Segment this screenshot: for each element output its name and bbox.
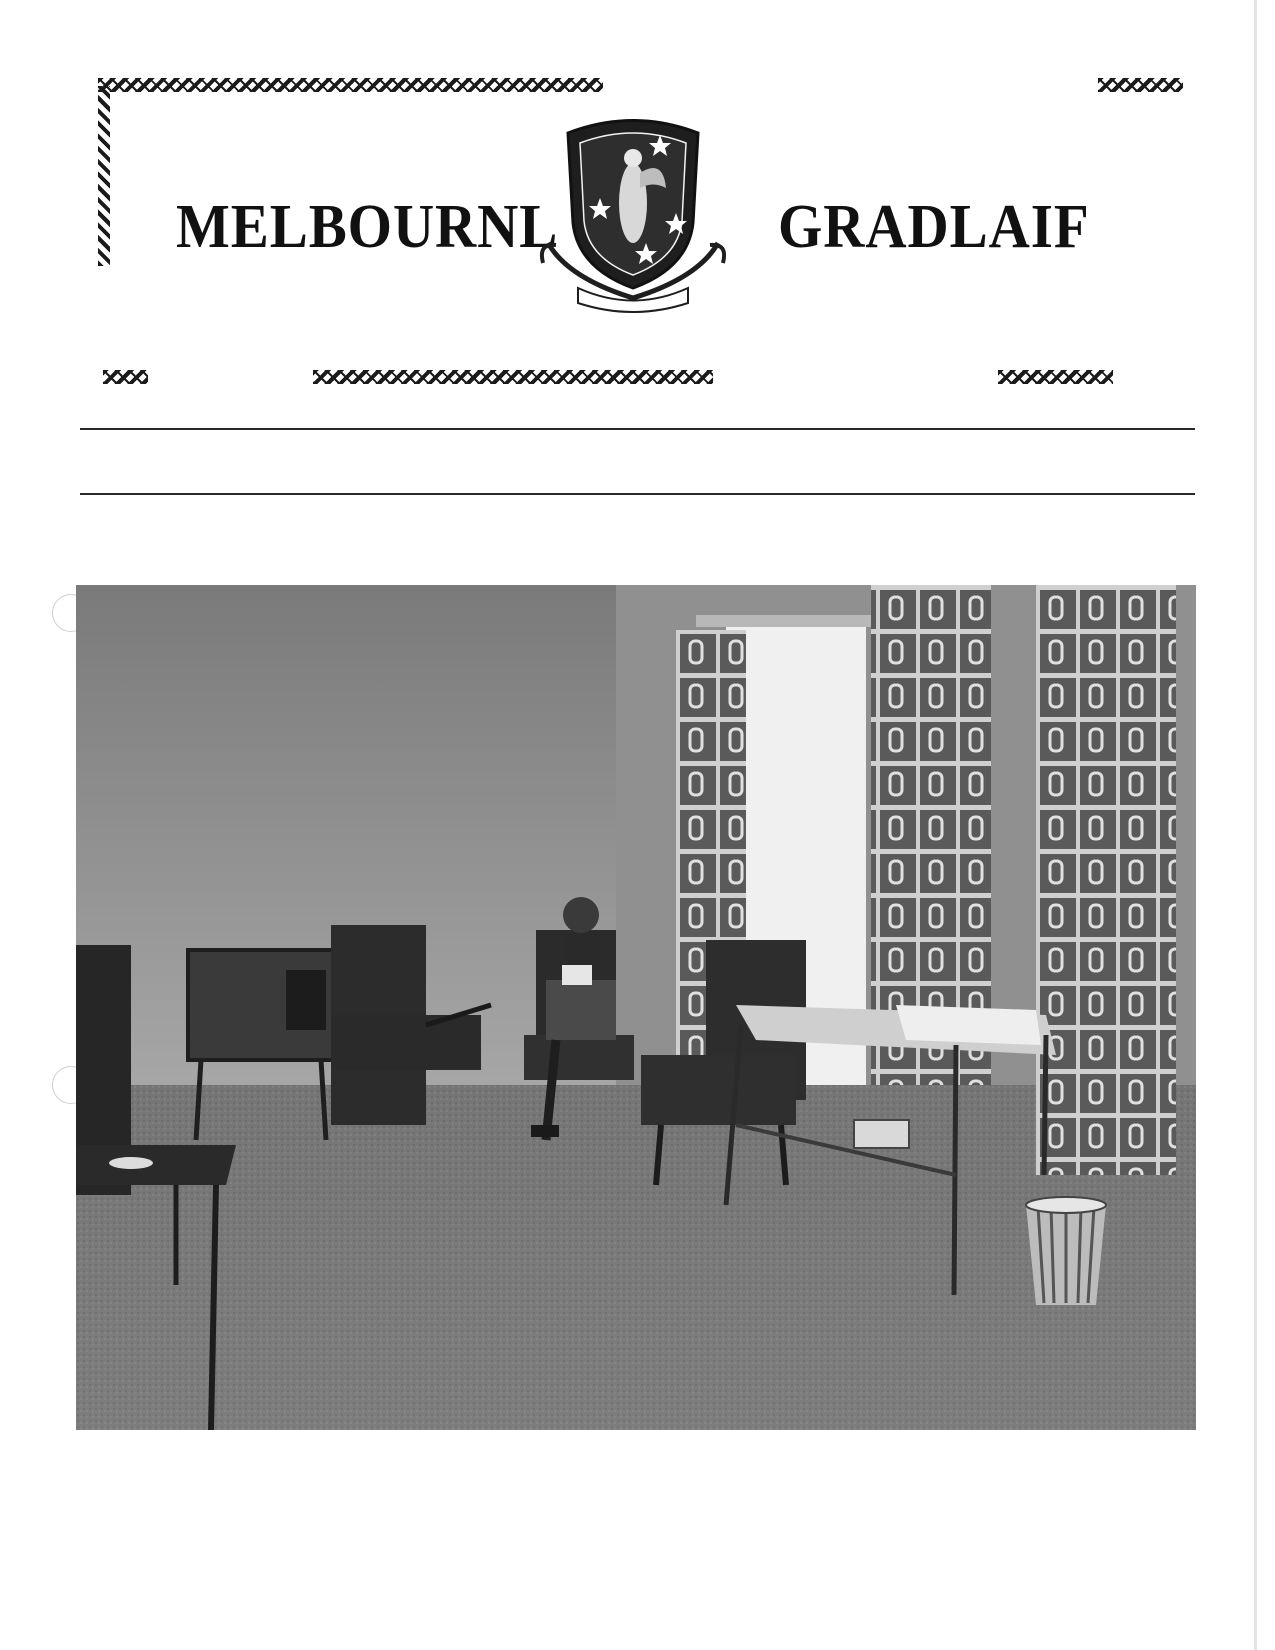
- university-crest-icon: [528, 103, 738, 313]
- masthead-title-left: MELBOURNL: [176, 193, 559, 261]
- laurel-border-left: [98, 86, 110, 266]
- laurel-border-bottom-left: [103, 370, 148, 384]
- laurel-border-top: [98, 78, 603, 92]
- laurel-border-bottom-right: [998, 370, 1113, 384]
- laurel-border-bottom: [313, 370, 713, 384]
- laurel-border-top-right: [1098, 78, 1183, 92]
- lounge-room-photo: [76, 585, 1196, 1430]
- masthead: [98, 78, 1183, 378]
- rule-lower: [80, 493, 1195, 495]
- masthead-title-right: GRADLAIF: [778, 193, 1090, 261]
- lounge-room-photo-svg: [76, 585, 1196, 1430]
- rule-upper: [80, 428, 1195, 430]
- page-edge: [1254, 0, 1257, 1650]
